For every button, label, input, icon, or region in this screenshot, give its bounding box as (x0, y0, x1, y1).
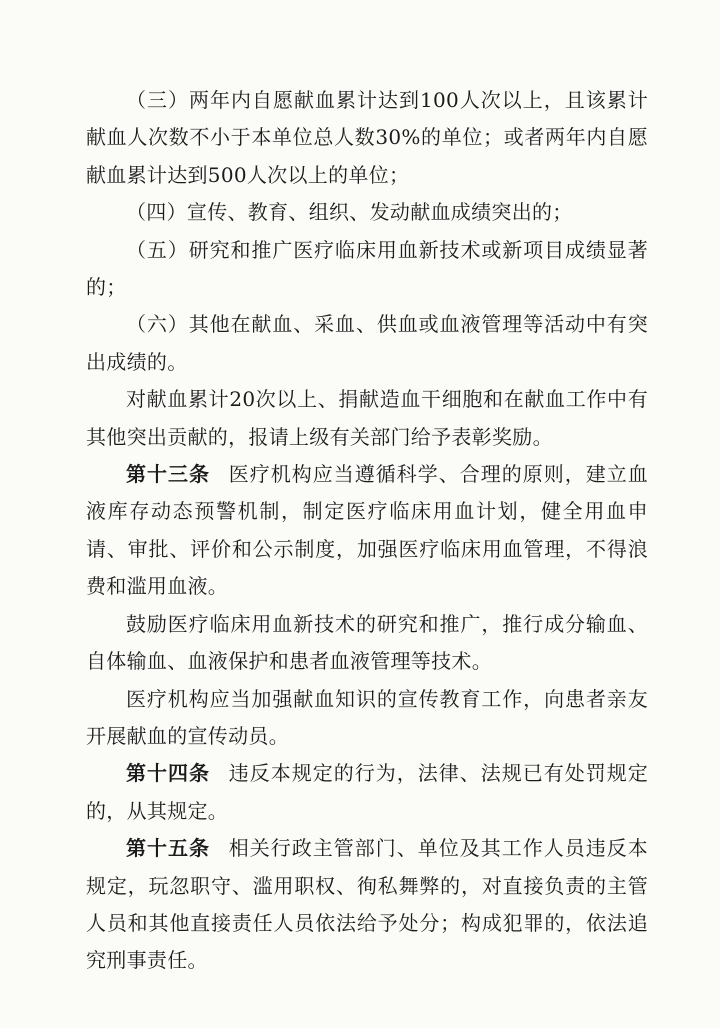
article-14 (86, 755, 648, 830)
paragraph-text: （五）研究和推广医疗临床用血新技术或新项目成绩显著的； (86, 237, 648, 300)
paragraph-text: （六）其他在献血、采血、供血或血液管理等活动中有突出成绩的。 (86, 312, 648, 374)
paragraph-item-4 (86, 194, 648, 231)
paragraph-item-6 (86, 306, 648, 381)
article-label: 第十四条 (126, 761, 210, 786)
paragraph-education (86, 681, 648, 756)
article-15 (86, 830, 648, 980)
article-13 (86, 456, 648, 606)
paragraph-item-5 (86, 232, 648, 307)
paragraph-text: 医疗机构应当遵循科学、合理的原则，建立血液库存动态预警机制，制定医疗临床用血计划，健全用血申请、审批、评价和公示制度，加强医疗临床用血管理，不得浪费和滥用血液。 (86, 462, 648, 599)
paragraph-text: （四）宣传、教育、组织、发动献血成绩突出的； (126, 200, 573, 225)
paragraph-commendation (86, 381, 648, 456)
paragraph-item-3 (86, 82, 648, 194)
article-label: 第十三条 (126, 462, 210, 487)
document-body (86, 82, 648, 980)
paragraph-text: 违反本规定的行为，法律、法规已有处罚规定的，从其规定。 (86, 761, 648, 823)
paragraph-text: 相关行政主管部门、单位及其工作人员违反本规定，玩忽职守、滥用职权、徇私舞弊的，对直接负责的主管人员和其他直接责任人员依法给予处分；构成犯罪的，依法追究刑事责任。 (86, 836, 648, 973)
paragraph-text: （三）两年内自愿献血累计达到100人次以上，且该累计献血人次数不小于本单位总人数30%的单位；或者两年内自愿献血累计达到500人次以上的单位； (86, 88, 648, 187)
paragraph-encourage (86, 606, 648, 681)
paragraph-text: 鼓励医疗临床用血新技术的研究和推广，推行成分输血、自体输血、血液保护和患者血液管理等技术。 (86, 611, 648, 674)
paragraph-text: 对献血累计20次以上、捐献造血干细胞和在献血工作中有其他突出贡献的，报请上级有关部门给予表彰奖励。 (86, 387, 648, 449)
paragraph-text: 医疗机构应当加强献血知识的宣传教育工作，向患者亲友开展献血的宣传动员。 (86, 686, 648, 748)
article-label: 第十五条 (126, 836, 210, 861)
